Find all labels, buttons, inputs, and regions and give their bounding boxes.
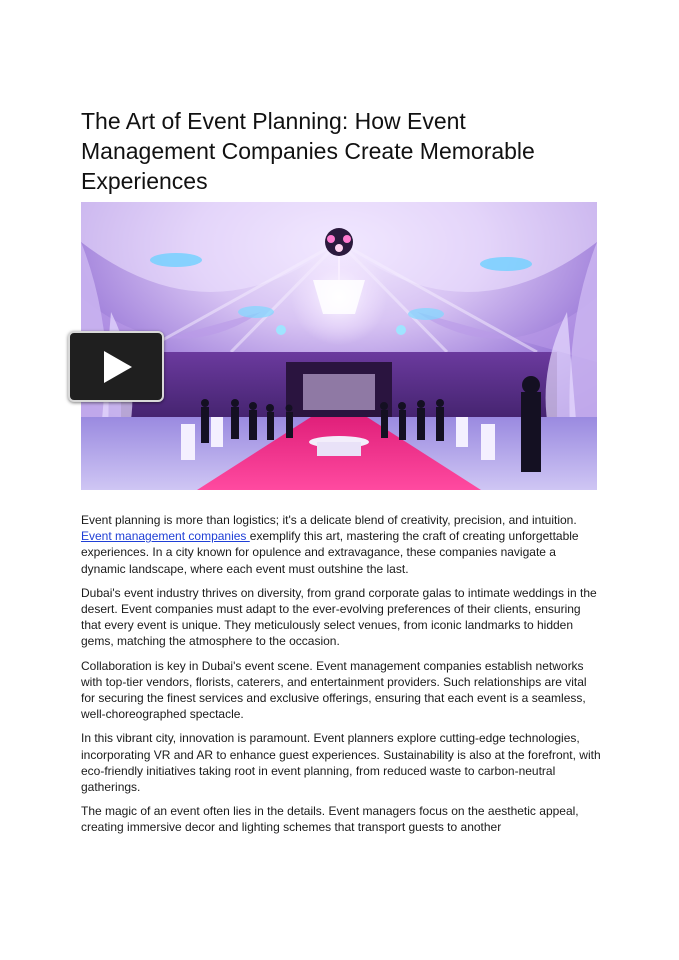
page-title: The Art of Event Planning: How Event Management Companies Create Memorable Experiences <box>81 108 535 194</box>
event-management-companies-link[interactable]: Event management companies <box>81 529 250 544</box>
paragraph-text: Event planning is more than logistics; it's a delicate blend of creativity, precision, and intuition. <box>81 513 577 527</box>
paragraph: In this vibrant city, innovation is paramount. Event planners explore cutting-edge technologies, incorporating VR and AR to enhance guest experiences. Sustainability is also at the forefront, with eco-friendly initiatives taking root in event planning, from reduced waste to carbon-neutral gatherings. <box>81 731 601 795</box>
play-icon <box>102 349 134 385</box>
play-button[interactable] <box>68 331 164 402</box>
paragraph: Collaboration is key in Dubai's event scene. Event management companies establish networks with top-tier vendors, florists, caterers, and entertainment providers. Such relationships are vital for securing the finest services and exclusive offerings, ensuring that each event is a seamless, well-choreographed spectacle. <box>81 658 587 722</box>
paragraph: Dubai's event industry thrives on diversity, from grand corporate galas to intimate weddings in the desert. Event companies must adapt to the ever-evolving preferences of their clients, ensuring that every event is unique. They meticulously select venues, from iconic landmarks to hidden gems, matching the atmosphere to the occasion. <box>81 585 597 649</box>
paragraph-text: exemplify this art, mastering the craft of creating unforgettable experiences. In a city known for opulence and extravagance, these companies navigate a dynamic landscape, where each event must outshine the last. <box>81 529 579 576</box>
article-body <box>81 512 601 844</box>
paragraph <box>81 512 601 577</box>
paragraph: The magic of an event often lies in the details. Event managers focus on the aesthetic appeal, creating immersive decor and lighting schemes that transport guests to another <box>81 804 579 835</box>
